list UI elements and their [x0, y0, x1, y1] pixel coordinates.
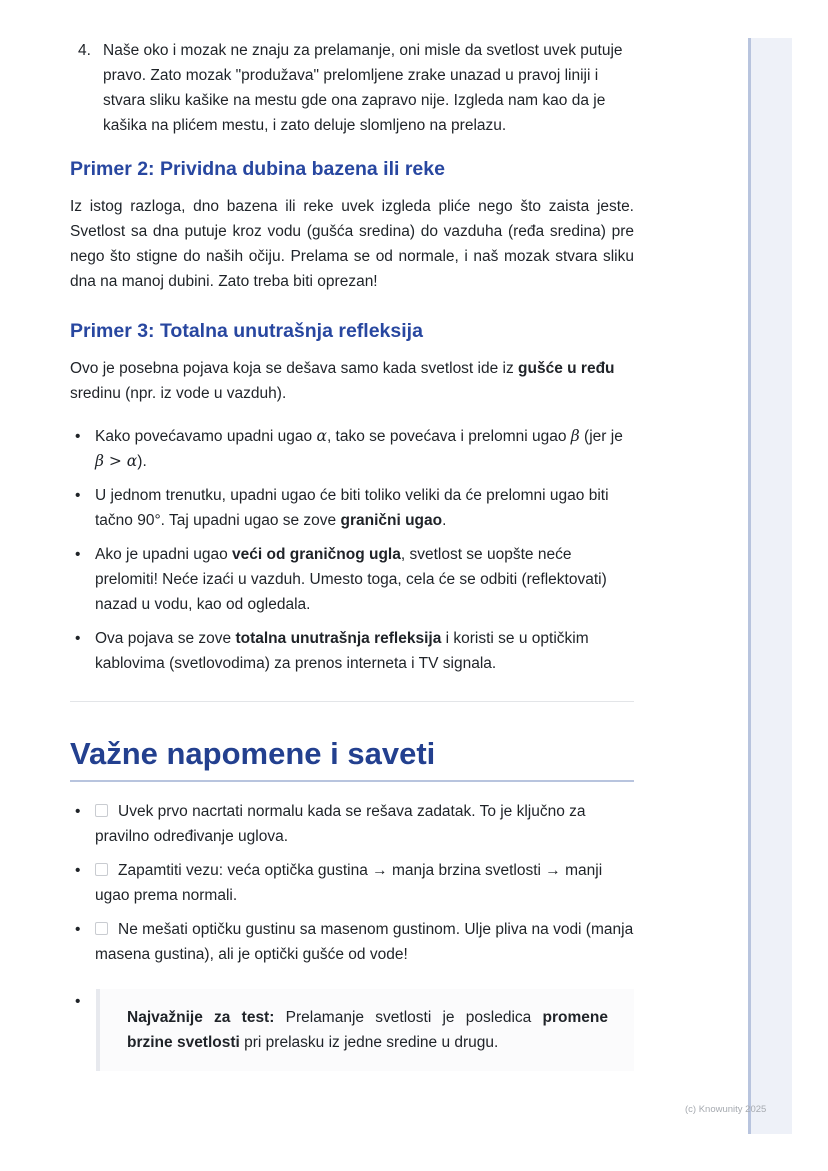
list-item: [70, 626, 634, 676]
checklist-item: [70, 858, 634, 908]
checklist-item-text: Uvek prvo nacrtati normalu kada se rešava zadatak. To je ključno za pravilno određivanje uglova.: [95, 803, 586, 845]
text-run: , svetlost se uopšte neće prelomiti! Neće izaći u vazduh. Umesto toga, cela će se odbiti (reflektovati) nazad u vodu, kao od ogledala.: [95, 546, 607, 613]
bold-run: gušće u ređu: [518, 360, 615, 377]
bold-run: veći od graničnog ugla: [232, 546, 401, 563]
bold-run: totalna unutrašnja refleksija: [235, 630, 442, 647]
checklist: [70, 799, 634, 967]
list-number: 4.: [78, 42, 91, 59]
paragraph-primer-2: Iz istog razloga, dno bazena ili reke uvek izgleda pliće nego što zaista jeste. Svetlost sa dna putuje kroz vodu (gušća sredina) do vazduha (ređa sredina) pre nego što stigne do naših očiju. Prelama se od normale, i naš mozak stvara sliku dna na manoj dubini. Zato treba biti oprezan!: [70, 198, 634, 290]
checklist-item-text: Zapamtiti vezu: veća optička gustina → manja brzina svetlosti → manji ugao prema normali.: [95, 862, 603, 904]
list-item: [70, 483, 634, 533]
text-run: U jednom trenutku, upadni ugao će biti toliko veliki da će prelomni ugao biti tačno 90°. Taj upadni ugao se zove: [95, 487, 609, 529]
text-run: pri prelasku iz jedne sredine u drugu.: [239, 1034, 499, 1051]
bullet-list-refleksija: [70, 424, 634, 676]
math-inequality: β > α: [95, 452, 138, 470]
bullet-list-quote: [70, 989, 634, 1071]
checkbox[interactable]: [95, 863, 108, 876]
checkbox[interactable]: [95, 804, 108, 817]
page-side-strip: [748, 38, 792, 1134]
list-item: [70, 424, 634, 474]
math-beta: β: [570, 427, 580, 445]
text-run: Ovo je posebna pojava koja se dešava samo kada svetlost ide iz: [70, 360, 519, 377]
text-run: sredinu (npr. iz vode u vazduh).: [70, 385, 287, 402]
text-run: ).: [137, 453, 147, 470]
paragraph-primer-3-intro: [70, 356, 634, 406]
text-run: (jer je: [579, 428, 623, 445]
text-run: , tako se povećava i prelomni ugao: [326, 428, 571, 445]
math-alpha: α: [316, 427, 327, 445]
numbered-list-item: [70, 38, 634, 138]
text-run: Ova pojava se zove: [95, 630, 236, 647]
section-divider: [70, 701, 634, 702]
checklist-item: [70, 917, 634, 967]
bold-run: granični ugao: [340, 512, 443, 529]
bold-run: promene brzine svetlosti: [127, 1009, 608, 1051]
text-run: Kako povećavamo upadni ugao: [95, 428, 317, 445]
text-run: i koristi se u optičkim kablovima (svetlovodima) za prenos interneta i TV signala.: [95, 630, 589, 672]
footer-copyright: (c) Knowunity 2025: [685, 1104, 767, 1115]
list-item-text: Naše oko i mozak ne znaju za prelamanje, oni misle da svetlost uvek putuje pravo. Zato mozak "produžava" prelomljene zrake unazad u pravoj liniji i stvara sliku kašike na mestu gde ona zapravo nije. Izgleda nam kao da je kašika na plićem mestu, i zato deluje slomljeno na prelazu.: [103, 42, 623, 134]
text-run: Ako je upadni ugao: [95, 546, 233, 563]
list-item: [70, 542, 634, 617]
bold-run: Najvažnije za test:: [127, 1009, 275, 1026]
section-heading-primer-2: Primer 2: Prividna dubina bazena ili reke: [70, 158, 445, 180]
text-run: .: [442, 512, 447, 529]
section-heading-napomene: Važne napomene i saveti: [70, 734, 634, 782]
important-note-blockquote: [96, 989, 634, 1071]
checklist-item-text: Ne mešati optičku gustinu sa masenom gustinom. Ulje pliva na vodi (manja masena gustina), ali je optički gušće od vode!: [95, 921, 634, 963]
document-content: [70, 38, 634, 1071]
section-heading-primer-3: Primer 3: Totalna unutrašnja refleksija: [70, 320, 423, 342]
list-item: [70, 989, 634, 1071]
checklist-item: [70, 799, 634, 849]
checkbox[interactable]: [95, 922, 108, 935]
text-run: Prelamanje svetlosti je posledica: [274, 1009, 543, 1026]
